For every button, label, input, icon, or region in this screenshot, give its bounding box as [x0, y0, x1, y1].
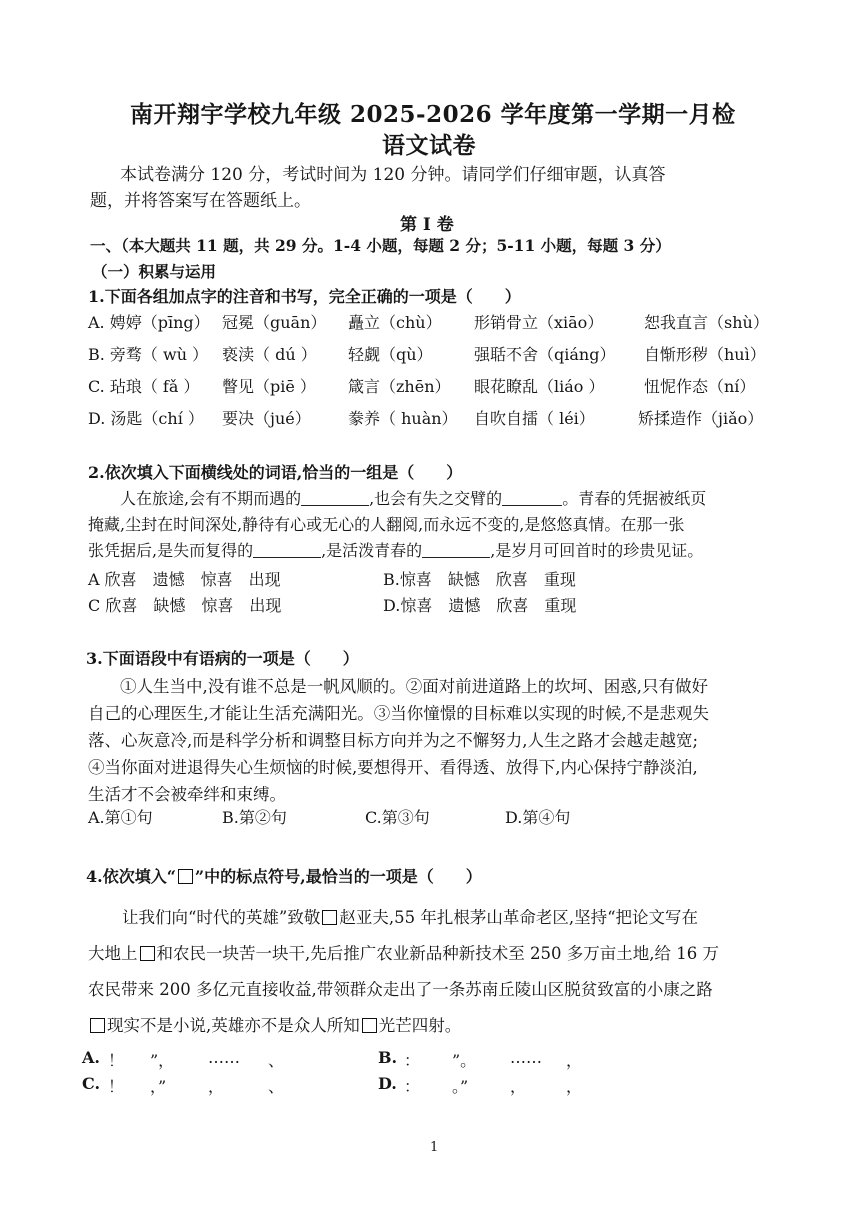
- q2-option-b: B.惊喜 缺憾 欣喜 重现: [383, 570, 576, 589]
- section-subheading: （一）积累与运用: [92, 262, 217, 281]
- q1-row-b-1: B. 旁骛（ wù ）: [88, 345, 209, 364]
- q2-blank-1: [301, 491, 369, 506]
- q3-passage-line-1: ①人生当中,没有谁不总是一帆风顺的。②面对前进道路上的坎坷、困惑,只有做好: [120, 677, 708, 696]
- q1-row-c-5: 忸怩作态（ní）: [644, 377, 756, 396]
- blank-box-icon: [140, 946, 155, 961]
- q4-option-c-4: 、: [268, 1077, 285, 1096]
- q2-blank-3: [253, 543, 321, 558]
- q4-option-a-3: ……: [208, 1048, 240, 1067]
- q4-passage-line-3: 农民带来 200 多亿元直接收益,带领群众走出了一条苏南丘陵山区脱贫致富的小康之路: [88, 980, 713, 999]
- q1-row-d-5: 矫揉造作（jiǎo）: [638, 409, 764, 428]
- blank-box-icon: [178, 869, 193, 884]
- q3-option-a: A.第①句: [88, 808, 153, 827]
- q1-row-a-4: 形销骨立（xiāo）: [474, 313, 604, 332]
- q2-stem: 2.依次填入下面横线处的词语,恰当的一组是（ ）: [88, 463, 463, 482]
- q2-blank-2: [502, 491, 562, 506]
- q2-passage-line-1: 人在旅途,会有不期而遇的 ,也会有失之交臂的 。青春的凭据被纸页: [120, 489, 707, 508]
- section-heading: 一、（本大题共 11 题，共 29 分。1-4 小题，每题 2 分；5-11 小题，每题 3 分）: [90, 236, 671, 255]
- q3-passage-line-2: 自己的心理医生,才能让生活充满阳光。③当你憧憬的目标难以实现的时候,不是悲观失: [88, 704, 709, 723]
- intro-line-2: 题，并将答案写在答题纸上。: [90, 191, 311, 211]
- q4-stem: 4.依次填入“ ”中的标点符号,最恰当的一项是（ ）: [86, 867, 482, 886]
- page-number: 1: [430, 1140, 439, 1155]
- q1-row-d-1: D. 汤匙（chí ）: [88, 409, 204, 428]
- q2-passage-line-2: 掩藏,尘封在时间深处,静待有心或无心的人翻阅,而永远不变的,是悠悠真情。在那一张: [88, 515, 685, 534]
- q1-row-d-3: 豢养（ huàn）: [348, 409, 458, 428]
- q1-row-b-2: 亵渎（ dú ）: [222, 345, 317, 364]
- q4-option-b-label: B.: [378, 1048, 398, 1067]
- q1-row-a-1: A. 娉婷（pīng）: [88, 313, 210, 332]
- q1-row-c-2: 瞥见（piē ）: [222, 377, 316, 396]
- q4-passage-line-1: 让我们向“时代的英雄”致敬 赵亚夫,55 年扎根茅山革命老区,坚持“把论文写在: [122, 908, 699, 927]
- q1-row-a-3: 矗立（chù）: [348, 313, 442, 332]
- q4-option-b-4: ，: [566, 1051, 583, 1070]
- q2-option-d: D.惊喜 遗憾 欣喜 重现: [383, 596, 577, 615]
- q3-option-c: C.第③句: [365, 808, 430, 827]
- q1-row-b-5: 自惭形秽（huì）: [644, 345, 766, 364]
- volume-label: 第 I 卷: [400, 215, 454, 235]
- blank-box-icon: [362, 1018, 377, 1033]
- q2-option-c: C 欣喜 缺憾 惊喜 出现: [88, 596, 282, 615]
- q4-option-c-2: ，”: [150, 1077, 167, 1096]
- q4-option-c-3: ，: [208, 1077, 225, 1096]
- q4-option-c-label: C.: [82, 1074, 101, 1093]
- q2-option-a: A 欣喜 遗憾 惊喜 出现: [88, 570, 281, 589]
- q3-option-b: B.第②句: [222, 808, 287, 827]
- q4-passage-line-4: 现实不是小说,英雄亦不是众人所知 光芒四射。: [88, 1012, 461, 1036]
- q4-option-d-1: ：: [404, 1077, 421, 1096]
- q1-row-d-4: 自吹自擂（ léi）: [474, 409, 595, 428]
- q4-option-b-2: ”。: [452, 1051, 477, 1070]
- blank-box-icon: [322, 910, 337, 925]
- q3-passage-line-4: ④当你面对进退得失心生烦恼的时候,要想得开、看得透、放得下,内心保持宁静淡泊,: [88, 758, 698, 777]
- q2-passage-line-3: 张凭据后,是失而复得的 ,是活泼青春的 ,是岁月可回首时的珍贵见证。: [88, 541, 704, 560]
- q4-option-d-label: D.: [378, 1074, 397, 1093]
- q3-stem: 3.下面语段中有语病的一项是（ ）: [86, 649, 359, 668]
- q4-option-a-label: A.: [82, 1048, 100, 1067]
- blank-box-icon: [90, 1018, 105, 1033]
- intro-line-1: 本试卷满分 120 分，考试时间为 120 分钟。请同学们仔细审题，认真答: [120, 165, 666, 185]
- q4-option-a-4: 、: [268, 1051, 285, 1070]
- q4-option-a-1: ！: [108, 1051, 125, 1070]
- q3-passage-line-3: 落、心灰意冷,而是科学分析和调整目标方向并为之不懈努力,人生之路才会越走越宽;: [88, 731, 699, 750]
- q4-option-b-3: ……: [510, 1048, 542, 1067]
- q4-option-a-2: ”，: [150, 1051, 175, 1070]
- q4-option-c-1: ！: [108, 1077, 125, 1096]
- q1-row-c-1: C. 玷琅（ fǎ ）: [88, 377, 200, 396]
- q4-option-d-2: 。”: [452, 1077, 469, 1096]
- q1-row-d-2: 要决（jué）: [222, 409, 311, 428]
- q1-stem: 1.下面各组加点字的注音和书写，完全正确的一项是（ ）: [88, 287, 521, 306]
- q3-option-d: D.第④句: [505, 808, 571, 827]
- q1-row-a-2: 冠冕（guān）: [222, 313, 327, 332]
- q4-option-d-4: ，: [566, 1077, 583, 1096]
- q4-passage-line-2: 大地上 和农民一块苦一块干,先后推广农业新品种新技术至 250 多万亩土地,给 16 万: [88, 944, 719, 963]
- exam-title: 南开翔宇学校九年级 2025-2026 学年度第一学期一月检: [130, 101, 736, 128]
- exam-subtitle: 语文试卷: [382, 132, 476, 159]
- q3-passage-line-5: 生活才不会被牵绊和束缚。: [88, 785, 286, 804]
- q1-row-b-4: 强聒不舍（qiáng）: [474, 345, 616, 364]
- q1-row-a-5: 恕我直言（shù）: [644, 313, 769, 332]
- q4-option-b-1: ：: [404, 1051, 421, 1070]
- q2-blank-4: [422, 543, 490, 558]
- q4-option-d-3: ，: [510, 1077, 527, 1096]
- q1-row-b-3: 轻觑（qù）: [348, 345, 433, 364]
- q1-row-c-3: 箴言（zhēn）: [348, 377, 451, 396]
- q1-row-c-4: 眼花瞭乱（liáo ）: [474, 377, 605, 396]
